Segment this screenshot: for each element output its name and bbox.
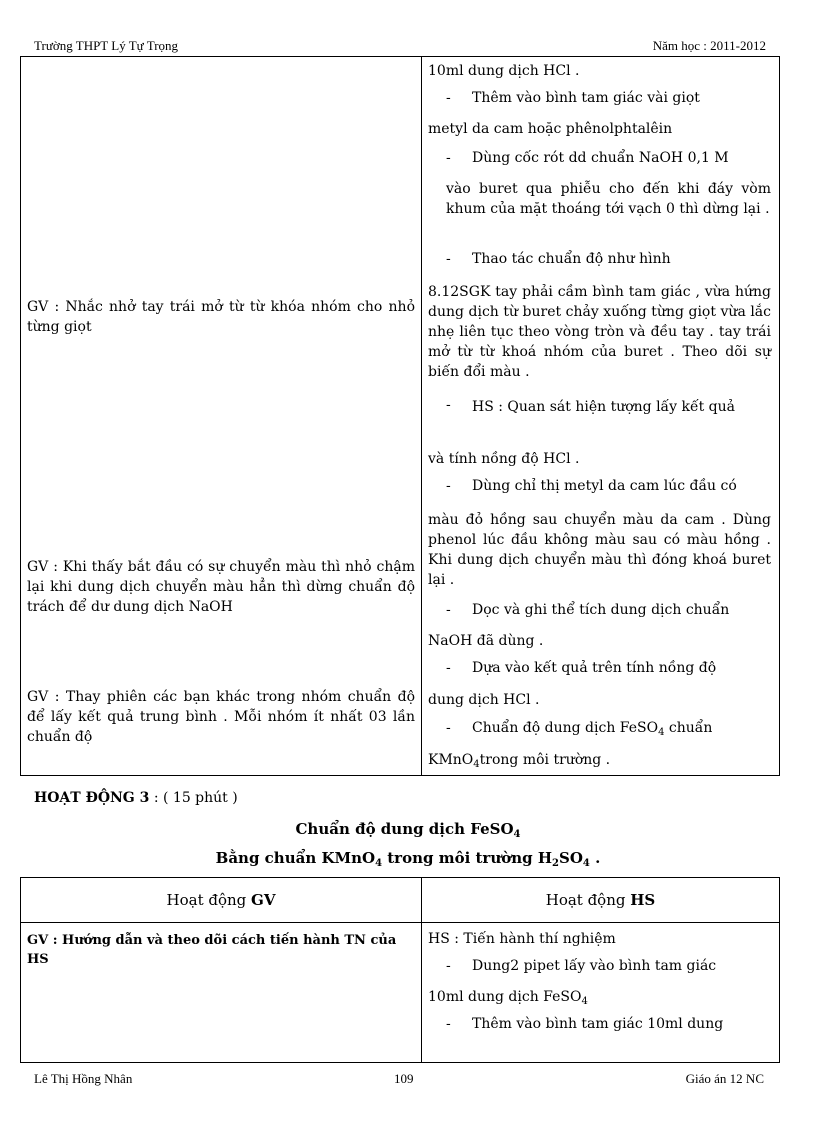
gv-cell (21, 923, 422, 1063)
hs-bullet-2-cont: vào buret qua phiễu cho đến khi đáy vòm khum của mặt thoáng tới vạch 0 thì dừng lại . (446, 181, 771, 217)
hs-para-1: 8.12SGK tay phải cầm bình tam giác , vừa hứng dung dịch từ buret chảy xuống từng giọt vừa lắc nhẹ liên tục theo vòng tròn và đều tay . tay trái mở từ từ khoá nhóm của buret . Theo dõi sự biến đổi màu . (428, 284, 771, 380)
hs-line-6: KMnO$_4$trong môi trường . (428, 752, 611, 770)
hs-line-4: NaOH đã dùng . (428, 633, 544, 649)
page-footer (34, 1071, 764, 1089)
header-gv: Hoạt động GV (21, 878, 422, 923)
gv-guidance: GV : Hướng dẫn và theo dõi cách tiến hành TN của HS (27, 933, 397, 967)
header-hs: Hoạt động HS (422, 878, 780, 923)
teacher-column (21, 57, 422, 776)
school-year: Năm học : 2011-2012 (652, 38, 766, 53)
hs-line-3: và tính nồng độ HCl . (428, 451, 580, 467)
author: Lê Thị Hồng Nhân (34, 1071, 133, 1086)
gv-note-1: GV : Nhắc nhở tay trái mở từ từ khóa nhóm cho nhỏ từng giọt (27, 299, 415, 335)
hs-line-1: 10ml dung dịch HCl . (428, 63, 580, 79)
gv-note-3: GV : Thay phiên các bạn khác trong nhóm chuẩn độ để lấy kết quả trung bình . Mỗi nhóm ít nhất 03 lần chuẩn độ (27, 689, 415, 745)
doc-title: Giáo án 12 NC (685, 1071, 764, 1086)
school-name: Trường THPT Lý Tự Trọng (34, 38, 179, 53)
hs-line-2: metyl da cam hoặc phênolphtalêin (428, 121, 673, 137)
gv-note-2: GV : Khi thấy bắt đầu có sự chuyển màu thì nhỏ chậm lại khi dung dịch chuyển màu hẳn thì dừng chuẩn độ trách để dư dung dịch NaOH (27, 559, 415, 615)
lesson-table-continued (20, 56, 780, 776)
section-title: Chuẩn độ dung dịch FeSO$_4$ (295, 820, 521, 840)
hs-line-5: dung dịch HCl . (428, 692, 540, 708)
page-number: 109 (394, 1071, 414, 1086)
hs-step-1-cont: 10ml dung dịch FeSO$_4$ (428, 989, 588, 1007)
hs-cell: HS : Tiến hành thí nghiệm - Dung2 pipet lấy vào bình tam giác 10ml dung dịch FeSO$_4$ - Thêm vào bình tam giác 10ml dung (422, 923, 780, 1063)
hs-para-2: màu đỏ hồng sau chuyển màu da cam . Dùng phenol lúc đầu không màu sau có màu hồng . Khi dung dịch chuyển màu thì đóng khoá buret lại . (428, 512, 771, 588)
activity-3-table (20, 877, 780, 1063)
section-subtitle: Bằng chuẩn KMnO$_4$ trong môi trường $H_2SO_4$ . (215, 849, 601, 869)
activity-3-heading: HOẠT ĐỘNG 3 : ( 15 phút ) (34, 790, 238, 806)
student-column: 10ml dung dịch HCl . - Thêm vào bình tam giác vài giọt metyl da cam hoặc phênolphtalêin - Dùng cốc rót dd chuẩn NaOH 0,1 M vào buret qua phiễu cho đến khi đáy vòm khum của mặt thoáng tới vạch 0 thì dừng lại . - Thao tác chuẩn độ như hình 8.12SGK tay phải cầm bình tam giác , vừa hứng dung dịch từ buret chảy xuống từng giọt vừa lắc nhẹ liên tục theo vòng tròn và đều tay . tay trái mở từ từ khoá nhóm của buret . Theo dõi sự biến đổi màu . - HS : Quan sát hiện tượng lấy kết quả và tính nồng độ HCl . - Dùng chỉ thị metyl da cam lúc đầu có màu đỏ hồng sau chuyển màu da cam . Dùng phenol lúc đầu không màu sau có màu hồng . Khi dung dịch chuyển màu thì đóng khoá buret lại . - Dọc và ghi thể tích dung dịch chuẩn NaOH đã dùng . - Dựa vào kết quả trên tính nồng độ dung dịch HCl . - Chuẩn độ dung dịch FeSO$_4$ chuẩn KMnO$_4$trong môi trường . (422, 57, 780, 776)
page-header (34, 38, 766, 56)
hs-experiment: HS : Tiến hành thí nghiệm (428, 931, 616, 947)
